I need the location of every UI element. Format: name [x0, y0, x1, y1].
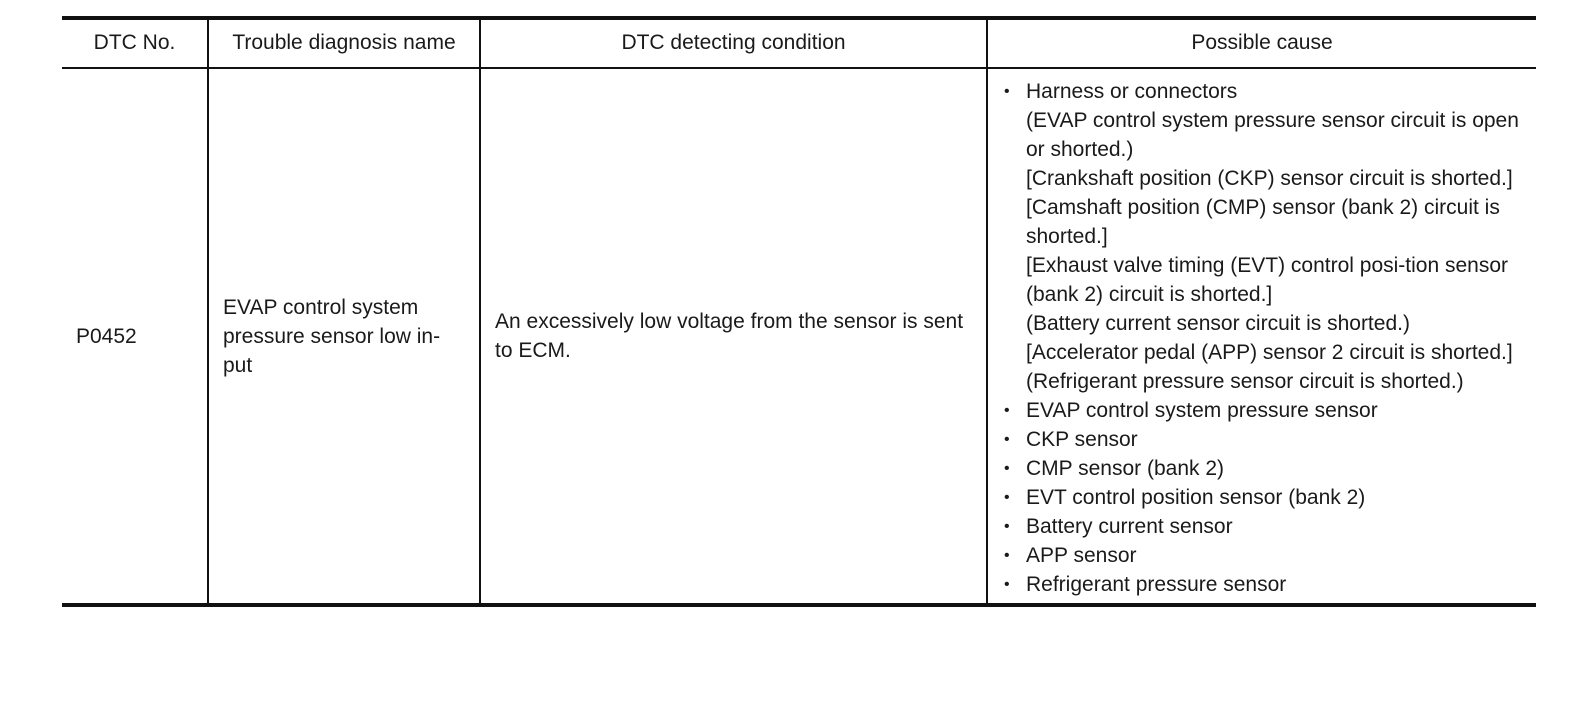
- cause-item-harness: [1002, 77, 1528, 396]
- possible-cause-list: [1002, 77, 1528, 599]
- table-header-row: [62, 18, 1536, 68]
- possible-cause-cell: [987, 68, 1536, 605]
- table-row: [62, 68, 1536, 605]
- header-dtc-no: DTC No.: [93, 31, 176, 54]
- detecting-condition-cell: An excessively low voltage from the sensor is sent to ECM.: [480, 68, 987, 605]
- header-possible-cause: Possible cause: [987, 18, 1536, 68]
- list-item: • EVT control position sensor (bank 2): [1002, 483, 1528, 512]
- list-item: • Battery current sensor: [1002, 512, 1528, 541]
- cause-detail: [Accelerator pedal (APP) sensor 2 circuit is shorted.]: [1026, 341, 1513, 364]
- cause-detail: [Crankshaft position (CKP) sensor circuit is shorted.]: [1026, 167, 1513, 190]
- header-trouble-diagnosis-name: Trouble diagnosis name: [208, 18, 480, 68]
- list-item: • Refrigerant pressure sensor: [1002, 570, 1528, 599]
- cause-item-title: • Harness or connectors: [1026, 80, 1238, 103]
- list-item: • EVAP control system pressure sensor: [1002, 396, 1528, 425]
- list-item: • CMP sensor (bank 2): [1002, 454, 1528, 483]
- list-item: • APP sensor: [1002, 541, 1528, 570]
- header-dtc-detecting-condition: DTC detecting condition: [480, 18, 987, 68]
- dtc-table: [62, 16, 1536, 607]
- cause-detail: [Camshaft position (CMP) sensor (bank 2) circuit is shorted.]: [1026, 196, 1500, 248]
- dtc-table-container: [62, 16, 1536, 607]
- list-item: • CKP sensor: [1002, 425, 1528, 454]
- trouble-name-cell: EVAP control system pressure sensor low in-put: [208, 68, 480, 605]
- cause-detail: [Exhaust valve timing (EVT) control posi-tion sensor (bank 2) circuit is shorted.]: [1026, 254, 1509, 306]
- cause-detail: (Battery current sensor circuit is shorted.): [1026, 312, 1410, 335]
- cause-detail: (EVAP control system pressure sensor circuit is open or shorted.): [1026, 109, 1519, 161]
- cause-detail: (Refrigerant pressure sensor circuit is shorted.): [1026, 370, 1464, 393]
- dtc-code-cell: P0452: [76, 324, 137, 348]
